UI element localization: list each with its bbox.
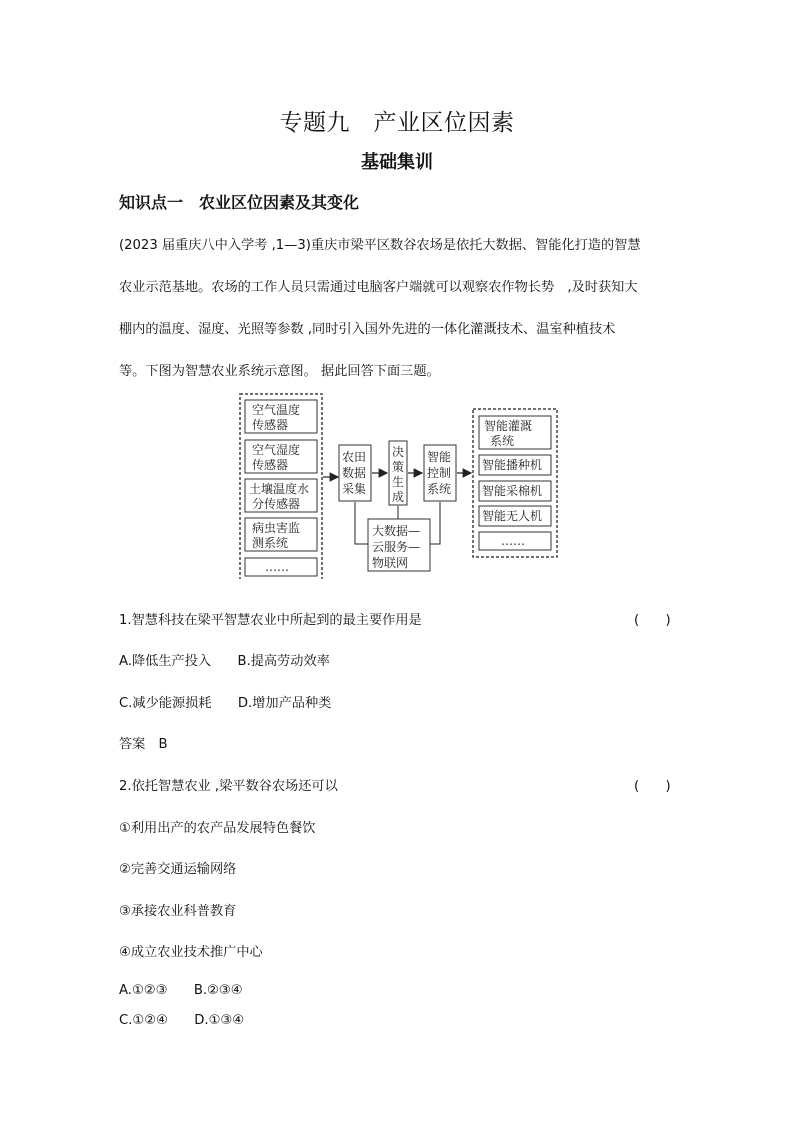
output-label: ……	[501, 534, 525, 548]
output-label: 系统	[490, 434, 515, 448]
cloud-label: 云服务—	[372, 540, 421, 554]
cloud-label: 大数据—	[372, 524, 421, 538]
decision-label: 成	[392, 490, 405, 504]
question-2-item: ③承接农业科普教育	[119, 904, 237, 919]
passage-line: 农业示范基地。农场的工作人员只需通过电脑客户端就可以观察农作物长势 ,及时获知大	[119, 280, 638, 295]
question-1-options: A.降低生产投入 B.提高劳动效率	[119, 654, 330, 669]
question-1-answer: 答案 B	[119, 737, 168, 752]
output-label: 智能采棉机	[482, 484, 543, 498]
question-1-stem: 1.智慧科技在梁平智慧农业中所起到的最主要作用是	[119, 613, 422, 628]
answer-bracket: ( )	[634, 613, 671, 628]
passage-line: (2023 届重庆八中入学考 ,1—3)重庆市梁平区数谷农场是依托大数据、智能化打造的智慧	[119, 238, 641, 253]
passage-line: 等。下图为智慧农业系统示意图。 据此回答下面三题。	[119, 364, 440, 379]
question-2-stem: 2.依托智慧农业 ,梁平数谷农场还可以	[119, 779, 338, 794]
control-label: 智能	[427, 450, 452, 464]
question-2-item: ②完善交通运输网络	[119, 862, 237, 877]
question-2-options: A.①②③ B.②③④	[119, 983, 243, 998]
answer-bracket: ( )	[634, 779, 671, 794]
page-subtitle: 基础集训	[361, 152, 433, 173]
sensor-label: 土壤温度水	[249, 482, 310, 496]
control-label: 控制	[427, 466, 452, 480]
control-label: 系统	[427, 482, 452, 496]
decision-label: 决	[392, 445, 405, 459]
sensor-label: 空气温度	[252, 403, 301, 417]
feedback-line	[355, 502, 368, 544]
question-2-item: ④成立农业技术推广中心	[119, 945, 263, 960]
sensor-label: 测系统	[252, 536, 289, 550]
output-label: 智能灌溉	[484, 419, 533, 433]
collect-label: 数据	[342, 466, 367, 480]
sensor-label: 空气湿度	[252, 443, 301, 457]
output-label: 智能播种机	[482, 458, 543, 472]
collect-label: 农田	[342, 450, 367, 464]
sensor-label: 病虫害监	[252, 521, 301, 535]
collect-label: 采集	[342, 482, 367, 496]
passage-line: 棚内的温度、湿度、光照等参数 ,同时引入国外先进的一体化灌溉技术、温室种植技术	[119, 322, 616, 337]
decision-label: 策	[392, 460, 405, 474]
page-title: 专题九 产业区位因素	[279, 110, 515, 136]
cloud-label: 物联网	[372, 556, 409, 570]
smart-agriculture-diagram	[235, 389, 565, 579]
question-2-item: ①利用出产的农产品发展特色餐饮	[119, 821, 316, 836]
sensor-label: ……	[265, 560, 289, 574]
feedback-line	[430, 502, 440, 544]
sensor-label: 传感器	[252, 418, 289, 432]
question-1-options: C.减少能源损耗 D.增加产品种类	[119, 696, 332, 711]
question-2-options: C.①②④ D.①③④	[119, 1013, 245, 1028]
section-heading: 知识点一 农业区位因素及其变化	[119, 193, 360, 212]
output-label: 智能无人机	[482, 509, 543, 523]
sensor-label: 分传感器	[252, 497, 301, 511]
decision-label: 生	[392, 475, 405, 489]
sensor-label: 传感器	[252, 458, 289, 472]
